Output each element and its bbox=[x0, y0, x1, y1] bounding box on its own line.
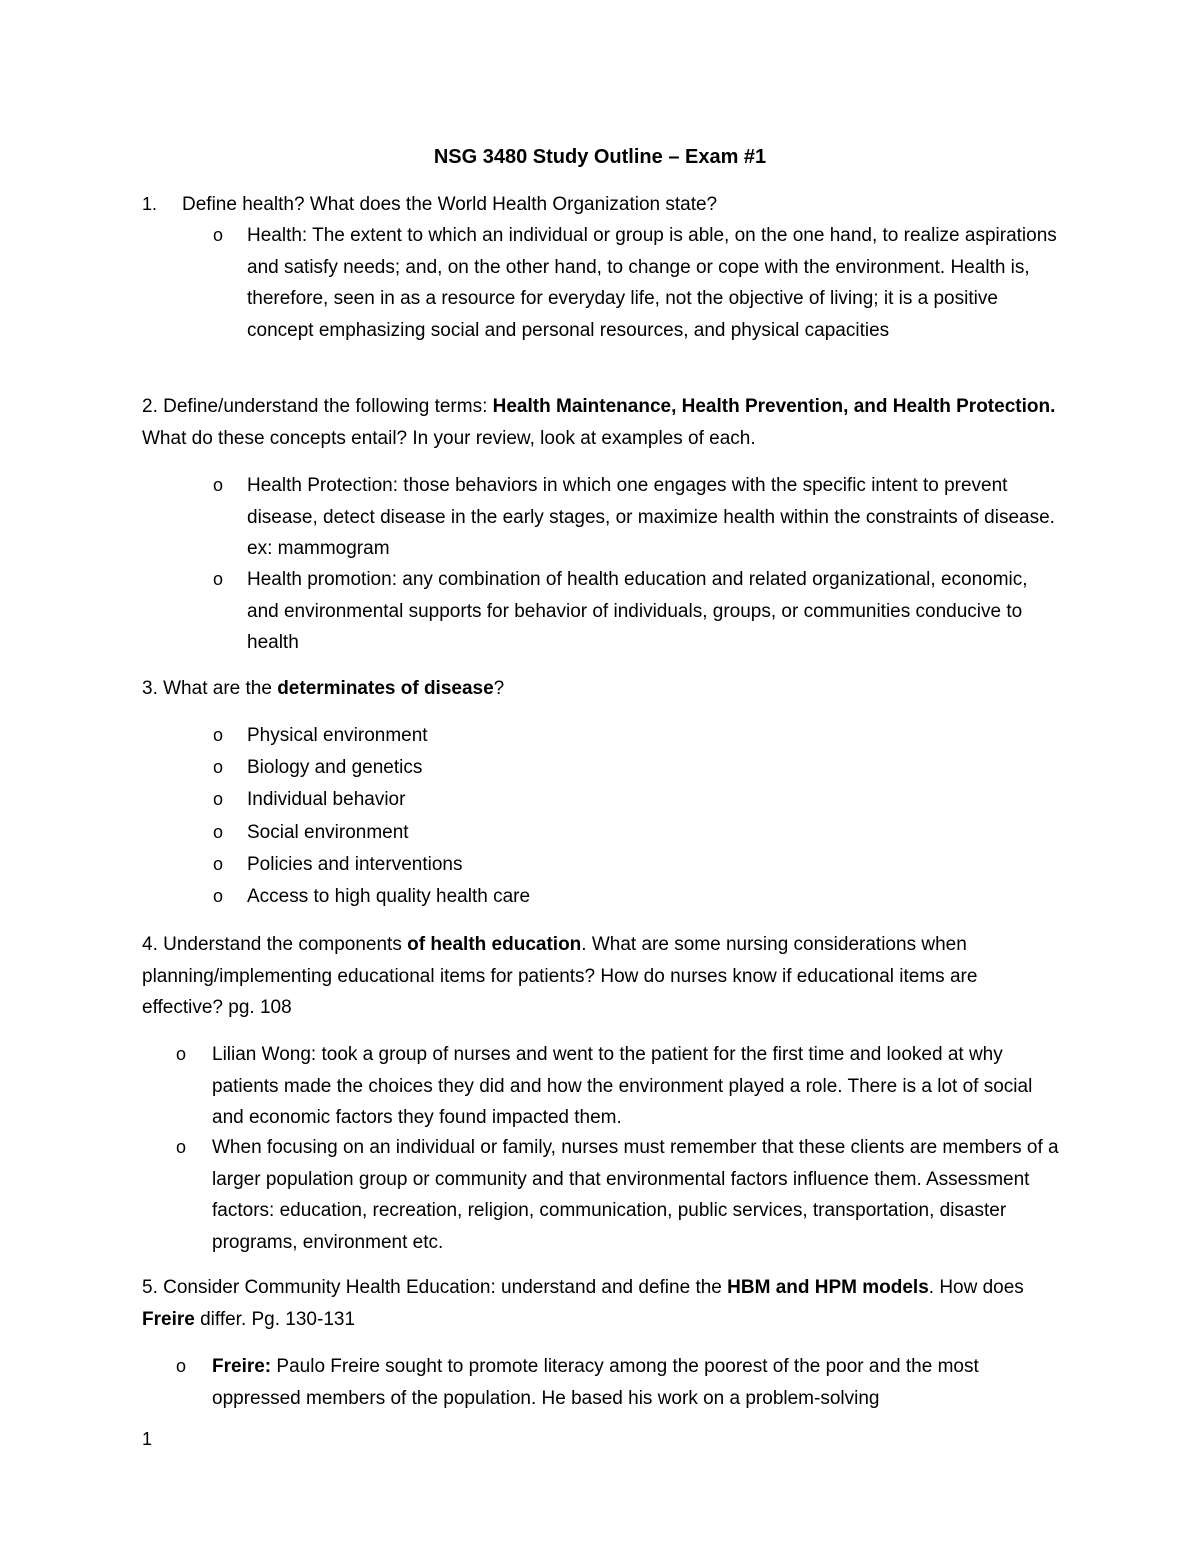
question-2-bullet-text: Health Protection: those behaviors in which one engages with the specific intent to prevent disease, detect disease in the early stages, or maximize health within the constraints of disease. ex: mammogram bbox=[247, 475, 1055, 559]
question-3-term: determinates of disease bbox=[277, 678, 494, 699]
question-1-bullet bbox=[213, 220, 1063, 346]
question-5-freire: Freire bbox=[142, 1308, 195, 1330]
question-3-bullet-text: Individual behavior bbox=[247, 789, 406, 810]
bullet-marker: o bbox=[213, 725, 224, 745]
bullet-marker: o bbox=[213, 569, 224, 589]
question-4-prefix: 4. Understand the components bbox=[142, 934, 408, 955]
bullet-marker: o bbox=[213, 757, 224, 777]
question-1 bbox=[142, 189, 1062, 221]
question-3-bullet bbox=[213, 849, 1063, 881]
question-2-bullet bbox=[213, 564, 1063, 659]
page-number: 1 bbox=[142, 1429, 153, 1449]
question-3-bullet bbox=[213, 881, 1063, 913]
question-4-bullet-text: When focusing on an individual or family, nurses must remember that these clients are members of a larger population group or community and that environmental factors influence them. Assessment factors: education, recreation, religion, communication, public services, transportation, disaster programs, environment etc. bbox=[212, 1137, 1059, 1253]
question-5-bullet-text bbox=[176, 1351, 1062, 1414]
question-2-suffix: What do these concepts entail? In your review, look at examples of each. bbox=[142, 427, 756, 449]
question-4-bullet-text: Lilian Wong: took a group of nurses and went to the patient for the first time and looked at why patients made the choices they did and how the environment played a role. There is a lot of social and economic factors they found impacted them. bbox=[212, 1044, 1033, 1128]
question-2-prefix: 2. Define/understand the following terms: bbox=[142, 396, 493, 417]
question-4-suffix: . What are some nursing considerations when planning/implementing educational items for patients? How do nurses know if educational items are effective? pg. 108 bbox=[142, 934, 978, 1018]
bullet-marker: o bbox=[213, 225, 224, 245]
bullet-marker: o bbox=[213, 854, 224, 874]
question-1-number: 1. bbox=[142, 194, 158, 214]
question-3-bullet bbox=[213, 784, 1063, 816]
freire-label: Freire: bbox=[212, 1356, 272, 1377]
question-5-bullet bbox=[176, 1351, 1062, 1414]
bullet-marker: o bbox=[213, 789, 224, 809]
question-3-bullet-text: Physical environment bbox=[247, 725, 428, 746]
question-3-bullet bbox=[213, 720, 1063, 752]
freire-description: Paulo Freire sought to promote literacy among the poorest of the poor and the most oppressed members of the population. He based his work on a problem-solving bbox=[212, 1356, 979, 1409]
question-1-text: Define health? What does the World Health Organization state? bbox=[182, 194, 718, 215]
bullet-marker: o bbox=[213, 886, 224, 906]
question-3 bbox=[142, 673, 1062, 705]
question-3-suffix: ? bbox=[493, 678, 505, 699]
question-3-bullet bbox=[213, 817, 1063, 849]
question-2-bullet-text: Health promotion: any combination of health education and related organizational, economic, and environmental supports for behavior of individuals, groups, or communities conducive to health bbox=[247, 569, 1028, 653]
question-1-bullet-text: Health: The extent to which an individual or group is able, on the one hand, to realize aspirations and satisfy needs; and, on the other hand, to change or cope with the environment. Health is, therefore, seen in as a resource for everyday life, not the objective of living; it is a positive concept emphasizing social and personal resources, and physical capacities bbox=[247, 225, 1057, 341]
question-5-mid: . How does bbox=[928, 1277, 1024, 1298]
question-2 bbox=[142, 391, 1062, 454]
bullet-marker: o bbox=[176, 1356, 187, 1376]
question-3-bullet-text: Biology and genetics bbox=[247, 757, 423, 778]
bullet-marker: o bbox=[213, 475, 224, 495]
document-title: NSG 3480 Study Outline – Exam #1 bbox=[433, 146, 767, 168]
question-5-prefix: 5. Consider Community Health Education: understand and define the bbox=[142, 1277, 728, 1298]
question-4-term: of health education bbox=[407, 934, 582, 955]
bullet-marker: o bbox=[176, 1044, 187, 1064]
question-3-bullet bbox=[213, 752, 1063, 784]
bullet-marker: o bbox=[176, 1137, 187, 1157]
question-2-terms: Health Maintenance, Health Prevention, and Health Protection. bbox=[492, 396, 1056, 417]
question-5 bbox=[142, 1272, 1062, 1335]
bullet-marker: o bbox=[213, 822, 224, 842]
question-4-bullet bbox=[176, 1132, 1062, 1258]
question-2-bullet bbox=[213, 470, 1063, 565]
question-5-suffix: differ. Pg. 130-131 bbox=[194, 1308, 356, 1330]
question-3-bullet-text: Policies and interventions bbox=[247, 854, 463, 875]
question-3-prefix: 3. What are the bbox=[142, 678, 278, 699]
question-3-bullet-text: Access to high quality health care bbox=[247, 886, 531, 907]
question-5-models: HBM and HPM models bbox=[727, 1277, 929, 1298]
question-4-bullet bbox=[176, 1039, 1062, 1134]
question-4 bbox=[142, 929, 1062, 1024]
question-3-bullet-text: Social environment bbox=[247, 822, 409, 843]
